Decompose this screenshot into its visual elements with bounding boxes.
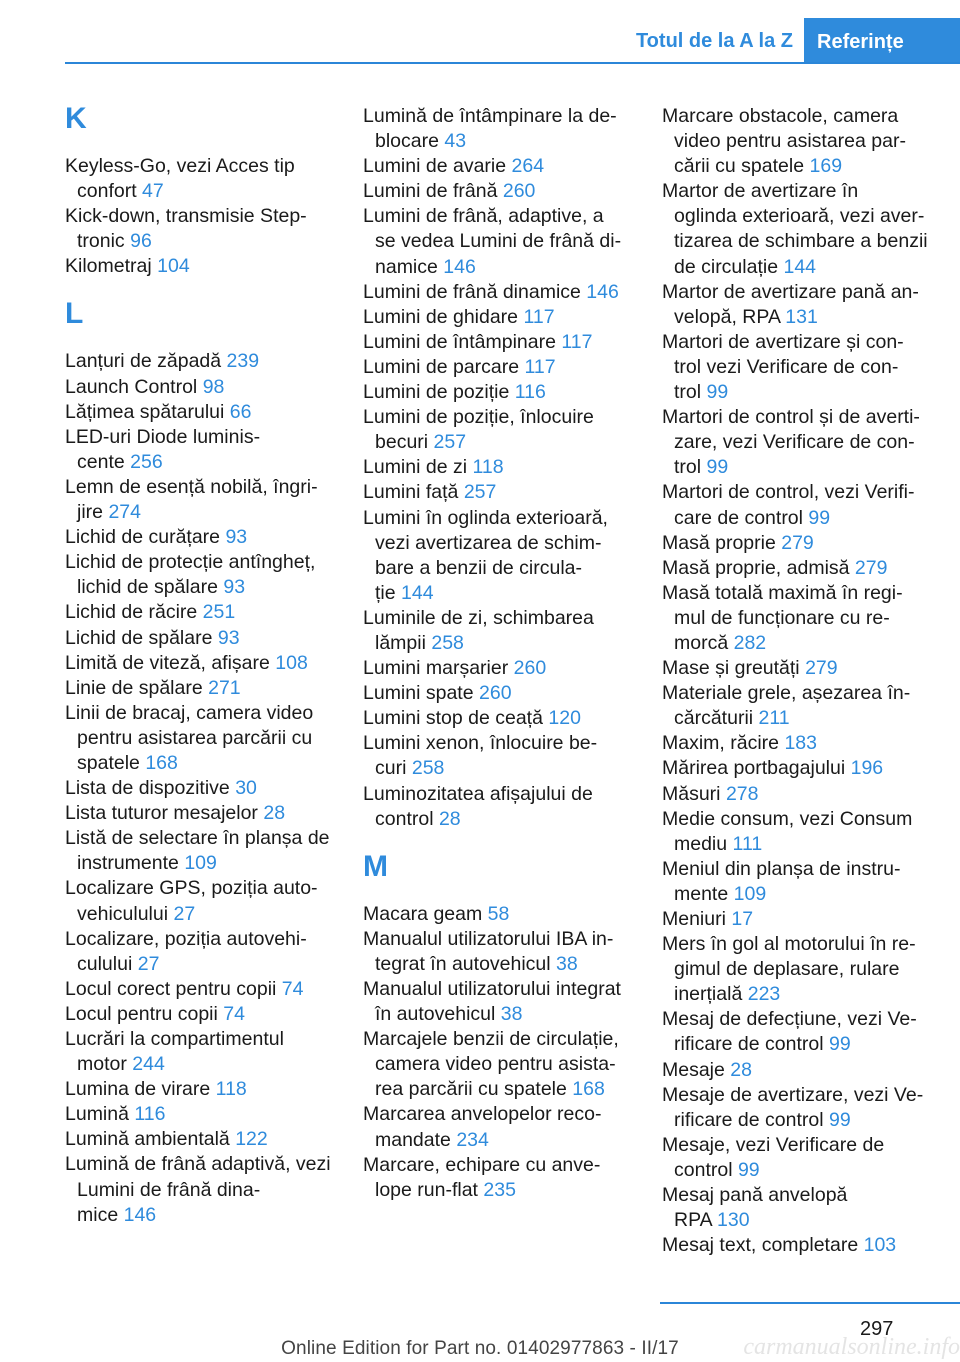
page-reference-link[interactable]: 47 <box>142 180 164 203</box>
index-entry-text: Lumină de frână adaptivă, vezi Lumini de frână dina- mice <box>65 1153 331 1226</box>
index-entry <box>65 701 340 776</box>
page-reference-link[interactable]: 118 <box>215 1078 247 1101</box>
index-entry-text: Lumini stop de ceață <box>363 707 543 730</box>
index-entry-text: Macara geam <box>363 902 483 925</box>
page-reference-link[interactable]: 111 <box>732 832 763 855</box>
page-reference-link[interactable]: 223 <box>747 983 781 1006</box>
index-entry <box>662 907 937 932</box>
index-column-2 <box>363 104 638 1203</box>
index-entry <box>65 1102 340 1127</box>
index-entry-text: Lanțuri de zăpadă <box>65 350 222 373</box>
page-reference-link[interactable]: 28 <box>263 802 286 825</box>
watermark-logo: carmanualsonline.info <box>743 1334 960 1360</box>
index-entry <box>363 606 638 656</box>
index-entry-text: Masă proprie <box>662 531 776 554</box>
page-reference-link[interactable]: 104 <box>157 255 190 278</box>
index-entry <box>662 756 937 781</box>
index-entry <box>363 706 638 731</box>
index-entry-text: Kick-down, transmisie Step- tronic <box>65 205 307 253</box>
page-reference-link[interactable]: 99 <box>808 506 831 529</box>
index-entry <box>65 977 340 1002</box>
index-entry <box>363 104 638 154</box>
page-number: 297 <box>860 1318 894 1340</box>
index-entry-text: Meniuri <box>662 908 726 930</box>
index-entry <box>65 626 340 651</box>
index-entry <box>662 1007 937 1057</box>
index-entry-text: Luminile de zi, schimbarea lămpii <box>363 606 594 654</box>
page-reference-link[interactable]: 27 <box>173 902 196 925</box>
page-reference-link[interactable]: 28 <box>730 1058 752 1081</box>
index-entry <box>363 280 638 305</box>
index-entry-text: Lumini spate <box>363 682 474 705</box>
index-entry <box>363 305 638 330</box>
index-entry <box>662 782 937 807</box>
index-entry <box>65 154 340 204</box>
index-entry <box>65 600 340 625</box>
index-entry <box>363 977 638 1027</box>
index-entry-text: Marcare obstacole, camera video pentru asistarea par- cării cu spatele <box>662 105 906 178</box>
index-entry <box>363 782 638 832</box>
index-entry-text: Mesaj pană anvelopă RPA <box>662 1184 848 1232</box>
index-entry-text: Lumini de frână dinamice <box>363 280 581 303</box>
edition-note: Online Edition for Part no. 01402977863 - II/17 <box>281 1338 679 1359</box>
index-entry <box>363 902 638 927</box>
index-entry-text: Mase și greutăți <box>662 657 800 680</box>
tab-references[interactable]: Referințe <box>804 18 960 62</box>
index-entry <box>662 1058 937 1083</box>
index-entry <box>363 380 638 405</box>
index-entry-text: Mesaj de defecțiune, vezi Ve- rificare de control <box>662 1008 917 1056</box>
index-entry-text: Martori de avertizare și con- trol vezi Verificare de con- trol <box>662 330 904 404</box>
index-entry <box>65 425 340 475</box>
page-reference-link[interactable]: 93 <box>223 576 246 599</box>
page-reference-link[interactable]: 239 <box>226 350 260 373</box>
index-entry <box>662 681 937 731</box>
page-reference-link[interactable]: 282 <box>733 631 767 654</box>
page-reference-link[interactable]: 109 <box>733 882 767 905</box>
index-entry <box>363 1153 638 1203</box>
index-entry-text: Lichid de protecție antîngheț, lichid de spălare <box>65 551 316 599</box>
index-entry-text: Mesaje, vezi Verificare de control <box>662 1133 885 1181</box>
index-entry-text: Lumină <box>65 1103 129 1126</box>
page-reference-link[interactable]: 274 <box>108 501 141 524</box>
index-entry-text: Lichid de curățare <box>65 526 221 549</box>
tab-section[interactable]: Totul de la A la Z <box>635 30 793 52</box>
index-entry <box>65 927 340 977</box>
index-entry-text: Listă de selectare în planșa de instrumente <box>65 827 330 875</box>
page-reference-link[interactable]: 108 <box>275 651 308 674</box>
page-reference-link[interactable]: 99 <box>706 456 729 479</box>
index-entry-text: Locul corect pentru copii <box>65 977 277 1000</box>
page-reference-link[interactable]: 109 <box>184 852 217 875</box>
page-reference-link[interactable]: 235 <box>483 1178 516 1201</box>
index-entry <box>363 506 638 606</box>
index-entry-text: Lumini de parcare <box>363 355 520 378</box>
index-entry <box>662 531 937 556</box>
index-entry <box>65 1002 340 1027</box>
index-entry-text: Localizare, poziția autovehi- culului <box>65 927 307 975</box>
page-reference-link[interactable]: 144 <box>401 581 434 604</box>
index-entry <box>363 355 638 380</box>
index-entry-text: Limită de viteză, afișare <box>65 651 270 674</box>
index-entry-text: Martor de avertizare în oglinda exterioară, vezi aver- tizarea de schimbare a benzii de circulație <box>662 180 928 278</box>
page-reference-link[interactable]: 99 <box>829 1033 851 1056</box>
index-entry <box>363 480 638 505</box>
index-entry-text: Medie consum, vezi Consum mediu <box>662 807 913 855</box>
index-entry <box>662 1183 937 1233</box>
index-entry-text: Măsuri <box>662 782 721 805</box>
page-reference-link[interactable]: 146 <box>123 1203 157 1226</box>
index-entry <box>65 876 340 926</box>
page-reference-link[interactable]: 99 <box>829 1108 851 1131</box>
page-reference-link[interactable]: 279 <box>854 556 888 579</box>
index-entry <box>65 375 340 400</box>
index-entry <box>363 731 638 781</box>
index-entry <box>65 1077 340 1102</box>
index-entry <box>363 330 638 355</box>
index-entry <box>65 776 340 801</box>
page-reference-link[interactable]: 98 <box>202 375 225 398</box>
index-entry-text: Lista de dispozitive <box>65 777 230 800</box>
index-entry <box>662 179 937 279</box>
index-entry-text: Lichid de răcire <box>65 601 198 624</box>
index-entry <box>363 1027 638 1102</box>
index-entry-text: Marcarea anvelopelor reco- mandate <box>363 1103 602 1151</box>
index-entry <box>662 480 937 530</box>
page-reference-link[interactable]: 99 <box>706 381 729 404</box>
page-reference-link[interactable]: 28 <box>438 807 461 830</box>
index-entry-text: Lumini de poziție, înlocuire becuri <box>363 406 594 454</box>
page-reference-link[interactable]: 117 <box>561 330 593 353</box>
index-entry <box>662 857 937 907</box>
page-reference-link[interactable]: 103 <box>863 1234 897 1257</box>
index-entry <box>363 656 638 681</box>
index-entry <box>65 1027 340 1077</box>
index-entry-text: Lumini de întâmpinare <box>363 330 556 353</box>
index-entry-text: Keyless-Go, vezi Acces tip confort <box>65 155 295 203</box>
index-entry-text: Lumină ambientală <box>65 1128 230 1151</box>
page-reference-link[interactable]: 30 <box>235 777 257 800</box>
page-reference-link[interactable]: 58 <box>487 902 510 925</box>
index-entry <box>662 280 937 330</box>
page-reference-link[interactable]: 74 <box>223 1002 245 1025</box>
index-letter-heading: K <box>65 102 87 135</box>
index-entry <box>662 1233 937 1258</box>
index-entry-text: Lumini de zi <box>363 456 468 479</box>
page-reference-link[interactable]: 93 <box>225 526 248 549</box>
index-entry-text: Mesaj text, completare <box>662 1234 859 1257</box>
index-entry-text: Materiale grele, așezarea în- cărcăturii <box>662 682 911 730</box>
index-entry-text: Luminozitatea afișajului de control <box>363 782 593 830</box>
index-entry-text: Lumini marșarier <box>363 657 509 680</box>
page-reference-link[interactable]: 234 <box>456 1128 489 1151</box>
page-reference-link[interactable]: 117 <box>523 305 555 328</box>
page-reference-link[interactable]: 196 <box>850 757 884 780</box>
page-reference-link[interactable]: 258 <box>411 757 445 780</box>
index-entry <box>662 405 937 480</box>
page-reference-link[interactable]: 169 <box>809 155 843 178</box>
index-entry-text: Martor de avertizare pană an- velopă, RPA <box>662 280 919 328</box>
page-reference-link[interactable]: 120 <box>548 707 581 730</box>
index-entry-text: Linii de bracaj, camera video pentru asistarea parcării cu spatele <box>65 701 314 774</box>
page-reference-link[interactable]: 17 <box>731 908 754 930</box>
index-entry <box>65 254 340 279</box>
page-reference-link[interactable]: 43 <box>444 130 467 153</box>
index-entry <box>363 154 638 179</box>
page-reference-link[interactable]: 278 <box>725 782 759 805</box>
page-reference-link[interactable]: 183 <box>784 732 817 755</box>
index-entry-text: Kilometraj <box>65 255 152 278</box>
index-entry <box>662 1133 937 1183</box>
index-entry-text: Lățimea spătarului <box>65 400 225 423</box>
index-entry-text: Lista tuturor mesajelor <box>65 802 258 825</box>
page-reference-link[interactable]: 260 <box>502 180 536 203</box>
index-entry-text: Lumini de frână, adaptive, a se vedea Lumini de frână di- namice <box>363 205 622 278</box>
index-entry-text: Locul pentru copii <box>65 1002 218 1025</box>
index-entry-text: Masă totală maximă în regi- mul de funcționare cu re- morcă <box>662 581 903 654</box>
page-reference-link[interactable]: 211 <box>758 707 790 730</box>
index-entry-text: Martori de control și de averti- zare, vezi Verificare de con- trol <box>662 406 920 479</box>
index-entry-text: Mărirea portbagajului <box>662 757 846 780</box>
index-entry <box>363 405 638 455</box>
index-entry-text: Lumini de avarie <box>363 155 507 178</box>
index-entry-text: Maxim, răcire <box>662 732 780 755</box>
page-reference-link[interactable]: 99 <box>737 1158 760 1181</box>
index-entry-text: Manualul utilizatorului IBA in- tegrat în autovehicul <box>363 927 614 975</box>
index-entry <box>65 801 340 826</box>
index-entry <box>65 826 340 876</box>
page-reference-link[interactable]: 38 <box>500 1003 523 1026</box>
page-reference-link[interactable]: 74 <box>281 977 304 1000</box>
index-entry <box>65 1127 340 1152</box>
index-entry-text: Lumină de întâmpinare la de- blocare <box>363 105 617 153</box>
index-entry <box>662 581 937 656</box>
index-entry <box>363 1102 638 1152</box>
index-entry-text: Linie de spălare <box>65 676 203 699</box>
page-reference-link[interactable]: 168 <box>572 1078 605 1101</box>
index-entry <box>662 104 937 179</box>
index-entry-text: Mesaje <box>662 1058 725 1081</box>
page-reference-link[interactable]: 258 <box>431 631 464 654</box>
index-column-3 <box>662 104 937 1258</box>
page-reference-link[interactable]: 146 <box>443 255 476 278</box>
index-entry <box>65 1152 340 1227</box>
index-entry-text: Launch Control <box>65 375 198 398</box>
page-reference-link[interactable]: 257 <box>433 431 467 454</box>
page-reference-link[interactable]: 256 <box>130 450 163 473</box>
page-reference-link[interactable]: 279 <box>805 657 838 680</box>
page-reference-link[interactable]: 122 <box>235 1128 268 1151</box>
index-entry <box>662 556 937 581</box>
index-entry-text: Meniul din planșa de instru- mente <box>662 857 901 905</box>
index-letter-heading: M <box>363 849 388 883</box>
page-reference-link[interactable]: 66 <box>229 400 252 423</box>
page-reference-link[interactable]: 131 <box>785 305 818 328</box>
index-entry-text: Martori de control, vezi Verifi- care de control <box>662 481 915 529</box>
index-entry <box>662 656 937 681</box>
page-reference-link[interactable]: 260 <box>513 657 547 680</box>
index-entry-text: Masă proprie, admisă <box>662 556 850 579</box>
index-entry <box>65 676 340 701</box>
page-reference-link[interactable]: 257 <box>463 481 497 504</box>
index-entry-text: Lumini față <box>363 481 459 504</box>
page-reference-link[interactable]: 93 <box>217 626 240 649</box>
page-reference-link[interactable]: 279 <box>781 531 814 554</box>
index-entry-text: Lichid de spălare <box>65 626 213 649</box>
index-entry <box>65 525 340 550</box>
index-entry <box>65 349 340 374</box>
index-entry-text: Marcare, echipare cu anve- lope run-flat <box>363 1153 601 1201</box>
page-reference-link[interactable]: 251 <box>202 601 236 624</box>
index-entry-text: Lumina de virare <box>65 1078 211 1101</box>
index-entry-text: LED-uri Diode luminis- cente <box>65 425 261 473</box>
page-reference-link[interactable]: 116 <box>514 381 546 404</box>
page-reference-link[interactable]: 264 <box>511 155 545 178</box>
index-entry-text: Lumini de ghidare <box>363 305 519 328</box>
index-entry-text: Lumini de frână <box>363 180 498 203</box>
index-entry <box>363 179 638 204</box>
index-entry <box>662 807 937 857</box>
page-reference-link[interactable]: 27 <box>137 952 160 975</box>
index-entry <box>65 651 340 676</box>
page-reference-link[interactable]: 244 <box>132 1053 165 1076</box>
index-entry-text: Manualul utilizatorului integrat în autovehicul <box>363 978 621 1026</box>
index-entry-text: Lemn de esență nobilă, îngri- jire <box>65 475 318 524</box>
page-reference-link[interactable]: 271 <box>208 676 241 699</box>
index-letter-heading: L <box>65 297 84 331</box>
page-reference-link[interactable]: 116 <box>134 1103 166 1126</box>
index-entry-text: Lumini xenon, înlocuire be- curi <box>363 732 598 780</box>
page-reference-link[interactable]: 118 <box>472 456 504 479</box>
index-entry <box>65 400 340 425</box>
index-entry-text: Lumini de poziție <box>363 381 510 404</box>
index-entry <box>65 475 340 525</box>
page-reference-link[interactable]: 168 <box>145 751 178 774</box>
index-entry-text: Mesaje de avertizare, vezi Ve- rificare de control <box>662 1083 924 1131</box>
index-entry <box>363 204 638 279</box>
index-entry <box>65 550 340 600</box>
index-entry <box>363 681 638 706</box>
index-entry <box>662 731 937 756</box>
index-entry <box>662 1083 937 1133</box>
index-entry-text: Marcajele benzii de circulație, camera video pentru asista- rea parcării cu spatele <box>363 1028 619 1101</box>
index-entry <box>363 455 638 480</box>
index-entry-text: Lucrări la compartimentul motor <box>65 1028 284 1076</box>
index-entry-text: Mers în gol al motorului în re- gimul de deplasare, rulare inerțială <box>662 933 916 1006</box>
page-reference-link[interactable]: 146 <box>586 280 619 303</box>
page-header <box>65 18 960 64</box>
index-column-1 <box>65 104 340 1228</box>
page-reference-link[interactable]: 144 <box>783 255 817 278</box>
index-entry <box>363 927 638 977</box>
page-reference-link[interactable]: 130 <box>717 1209 750 1232</box>
index-entry-text: Localizare GPS, poziția auto- vehiculului <box>65 877 318 925</box>
index-entry <box>662 330 937 405</box>
page-reference-link[interactable]: 38 <box>556 952 578 975</box>
footer-divider <box>660 1302 960 1304</box>
page-reference-link[interactable]: 117 <box>524 355 556 378</box>
page-reference-link[interactable]: 96 <box>130 230 152 253</box>
index-entry-text: Lumini în oglinda exterioară, vezi avertizarea de schim- bare a benzii de circula- ție <box>363 506 608 604</box>
page-reference-link[interactable]: 260 <box>479 682 512 705</box>
index-entry <box>65 204 340 254</box>
index-entry <box>662 932 937 1007</box>
